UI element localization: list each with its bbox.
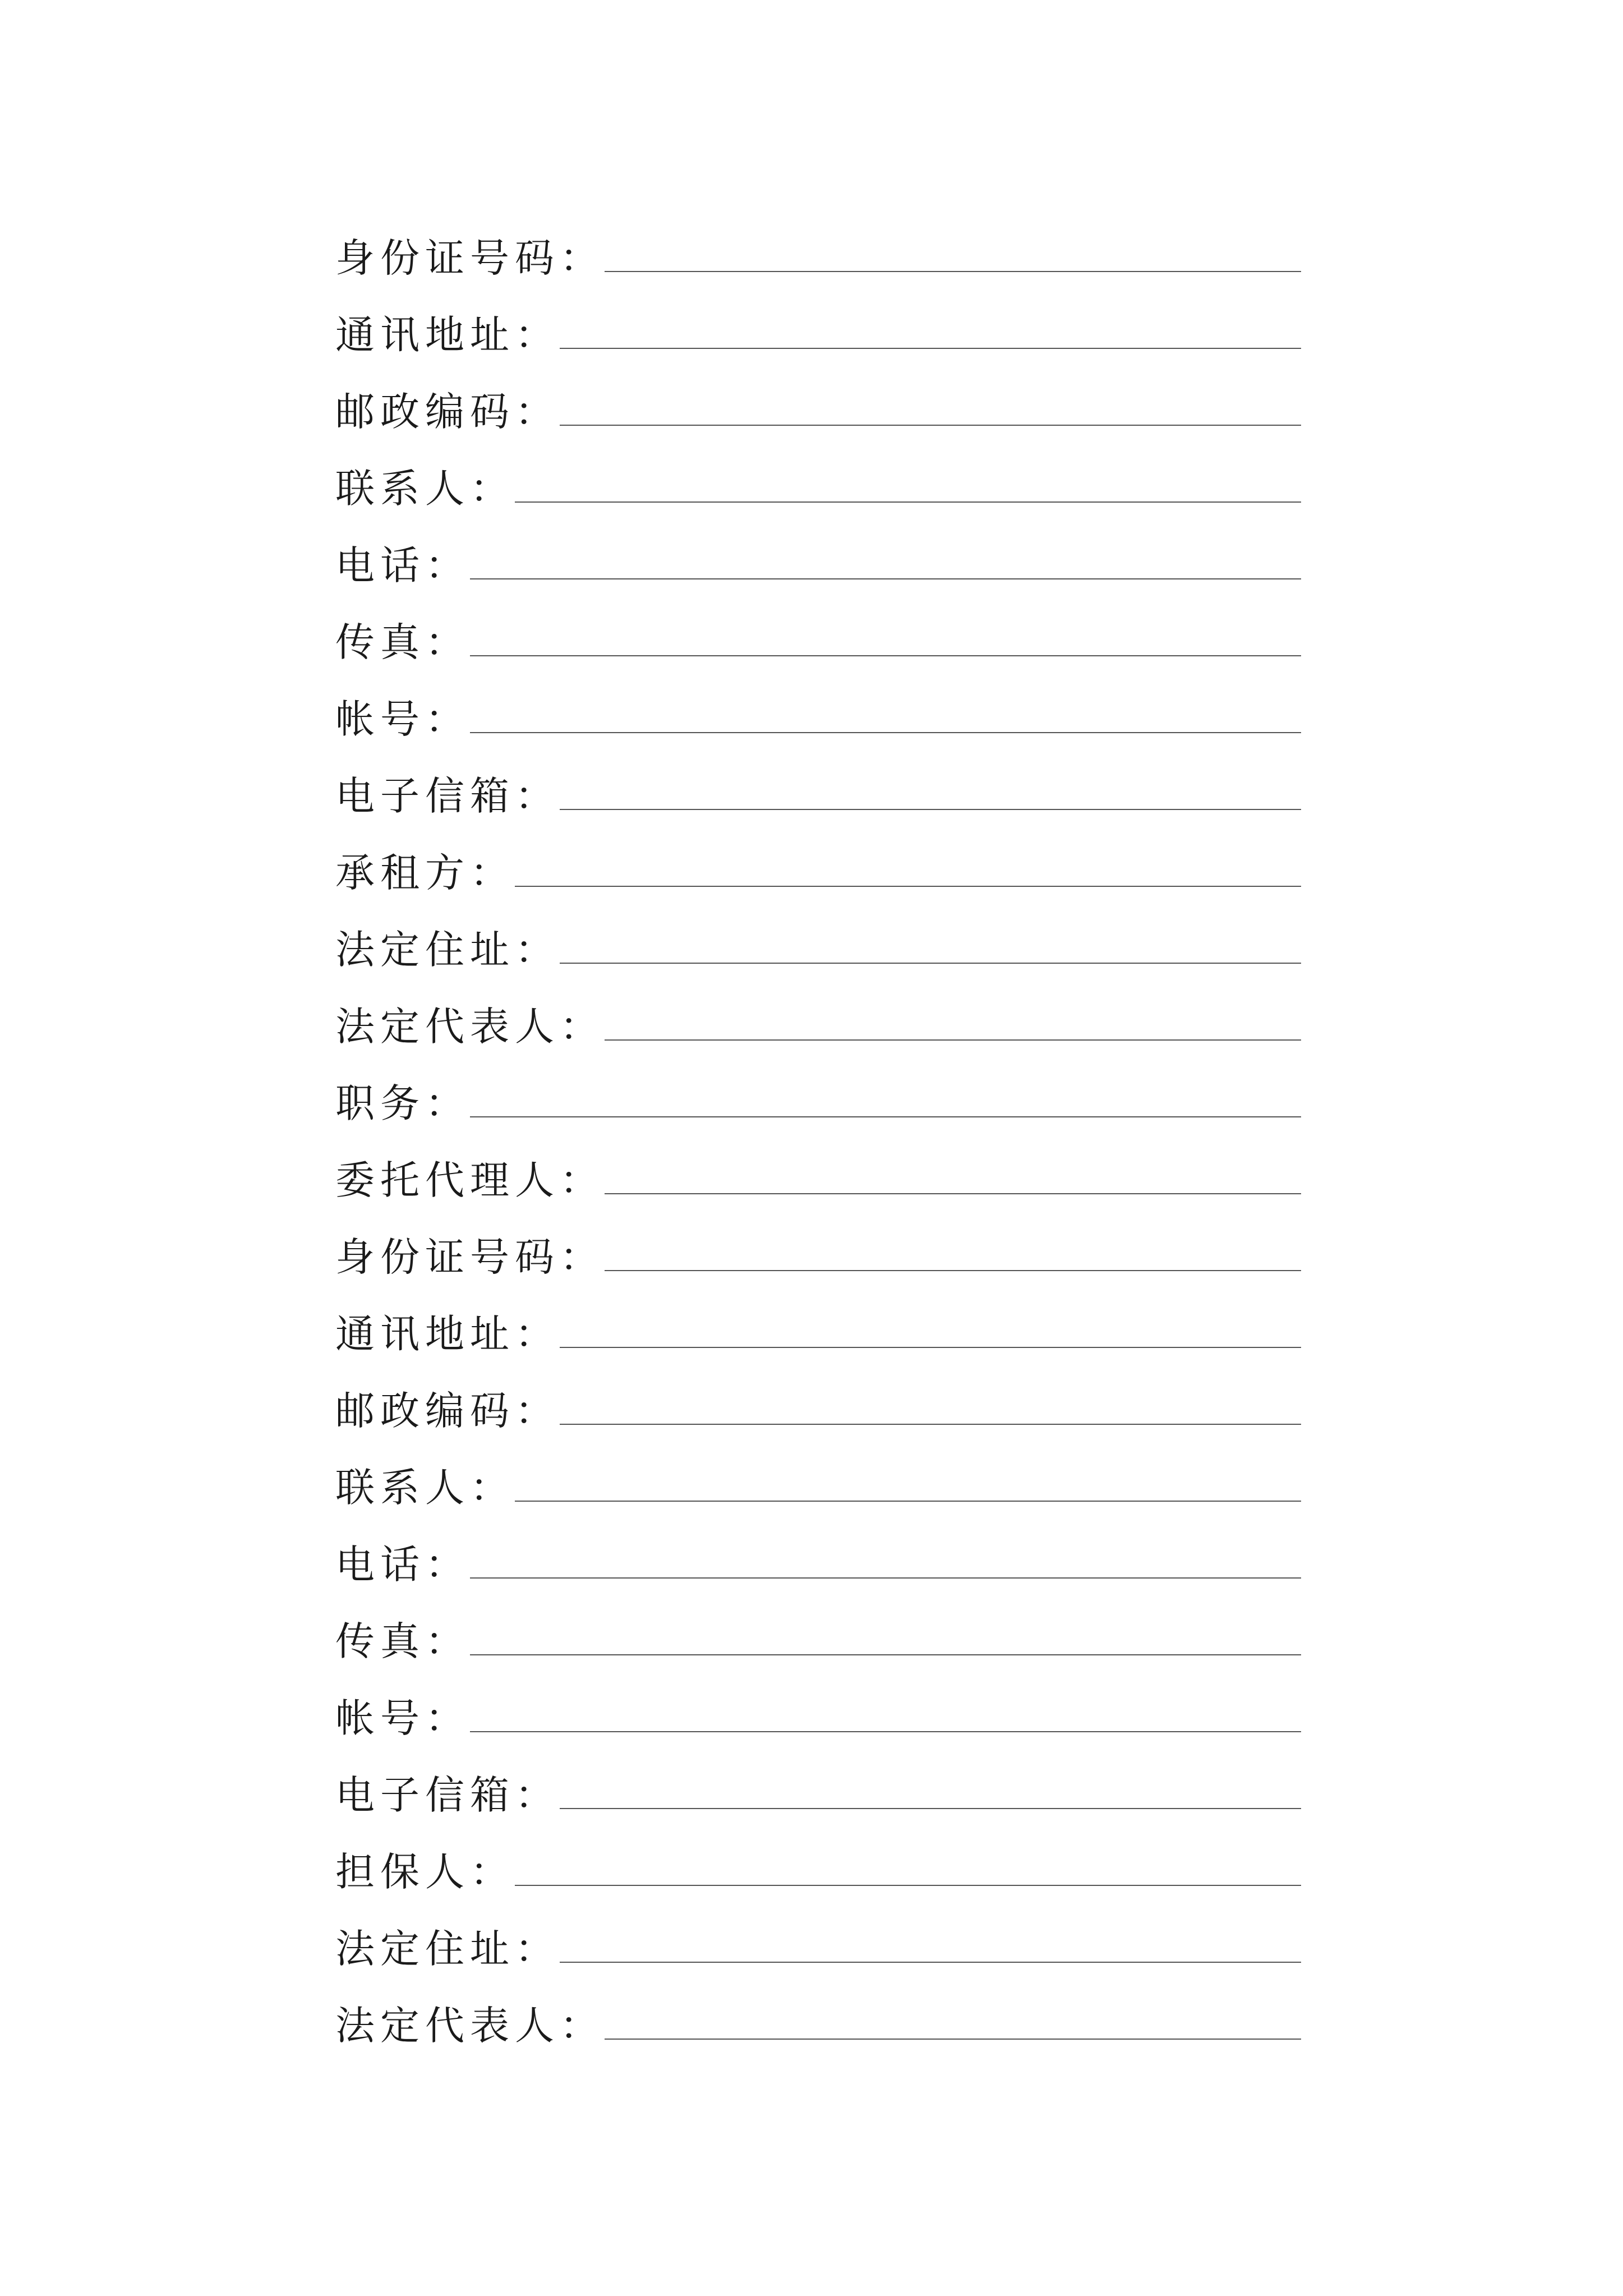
fill-in-blank[interactable] [470, 1116, 1301, 1117]
fill-in-blank[interactable] [605, 1269, 1301, 1271]
field-label: 法定住址： [335, 1926, 560, 1972]
field-label: 担保人： [335, 1849, 515, 1895]
form-line-phone [335, 522, 1301, 599]
field-label: 电话： [335, 1542, 470, 1588]
form-line-postal-code [335, 1367, 1301, 1444]
fill-in-blank[interactable] [515, 885, 1301, 887]
field-label: 帐号： [335, 696, 470, 742]
fill-in-blank[interactable] [605, 270, 1301, 272]
form-line-account [335, 675, 1301, 752]
fill-in-blank[interactable] [560, 1807, 1301, 1809]
fill-in-blank[interactable] [470, 1577, 1301, 1579]
field-label: 电话： [335, 542, 470, 588]
field-label: 传真： [335, 619, 470, 665]
form-line-contact-person [335, 445, 1301, 522]
field-label: 法定代表人： [335, 2003, 605, 2049]
field-label: 电子信箱： [335, 1772, 560, 1818]
fill-in-blank[interactable] [560, 1346, 1301, 1348]
form-line-id-number [335, 1213, 1301, 1290]
form-line-legal-representative [335, 1982, 1301, 2059]
field-label: 法定住址： [335, 927, 560, 973]
field-label: 邮政编码： [335, 389, 560, 435]
fill-in-blank[interactable] [560, 424, 1301, 426]
form-line-email [335, 1751, 1301, 1828]
form-line-legal-address [335, 1905, 1301, 1982]
field-label: 传真： [335, 1618, 470, 1664]
fill-in-blank[interactable] [605, 1039, 1301, 1041]
fill-in-blank[interactable] [560, 808, 1301, 810]
form-lines [335, 214, 1301, 2059]
fill-in-blank[interactable] [470, 578, 1301, 579]
form-line-id-number [335, 214, 1301, 291]
form-line-fax [335, 599, 1301, 675]
field-label: 身份证号码： [335, 235, 605, 281]
form-line-guarantor [335, 1828, 1301, 1905]
form-line-phone [335, 1521, 1301, 1598]
form-line-legal-address [335, 906, 1301, 983]
form-line-contact-person [335, 1444, 1301, 1521]
form-line-fax [335, 1598, 1301, 1674]
field-label: 帐号： [335, 1695, 470, 1741]
fill-in-blank[interactable] [470, 1654, 1301, 1655]
fill-in-blank[interactable] [560, 1961, 1301, 1963]
form-line-email [335, 752, 1301, 829]
fill-in-blank[interactable] [515, 501, 1301, 503]
form-line-mailing-address [335, 1290, 1301, 1367]
fill-in-blank[interactable] [515, 1884, 1301, 1886]
fill-in-blank[interactable] [515, 1500, 1301, 1502]
field-label: 联系人： [335, 1465, 515, 1511]
field-label: 法定代表人： [335, 1004, 605, 1050]
field-label: 承租方： [335, 850, 515, 896]
form-line-position [335, 1060, 1301, 1137]
fill-in-blank[interactable] [470, 1731, 1301, 1732]
field-label: 通讯地址： [335, 312, 560, 358]
fill-in-blank[interactable] [605, 1193, 1301, 1194]
fill-in-blank[interactable] [470, 731, 1301, 733]
field-label: 委托代理人： [335, 1157, 605, 1203]
form-line-legal-representative [335, 983, 1301, 1060]
fill-in-blank[interactable] [560, 1423, 1301, 1425]
form-line-authorized-agent [335, 1137, 1301, 1213]
field-label: 电子信箱： [335, 773, 560, 819]
field-label: 联系人： [335, 466, 515, 512]
fill-in-blank[interactable] [605, 2038, 1301, 2040]
fill-in-blank[interactable] [560, 962, 1301, 964]
form-line-postal-code [335, 368, 1301, 445]
field-label: 职务： [335, 1080, 470, 1126]
form-line-account [335, 1674, 1301, 1751]
field-label: 邮政编码： [335, 1388, 560, 1434]
fill-in-blank[interactable] [470, 655, 1301, 656]
field-label: 身份证号码： [335, 1234, 605, 1280]
field-label: 通讯地址： [335, 1311, 560, 1357]
fill-in-blank[interactable] [560, 347, 1301, 349]
form-line-lessee [335, 829, 1301, 906]
form-line-mailing-address [335, 291, 1301, 368]
